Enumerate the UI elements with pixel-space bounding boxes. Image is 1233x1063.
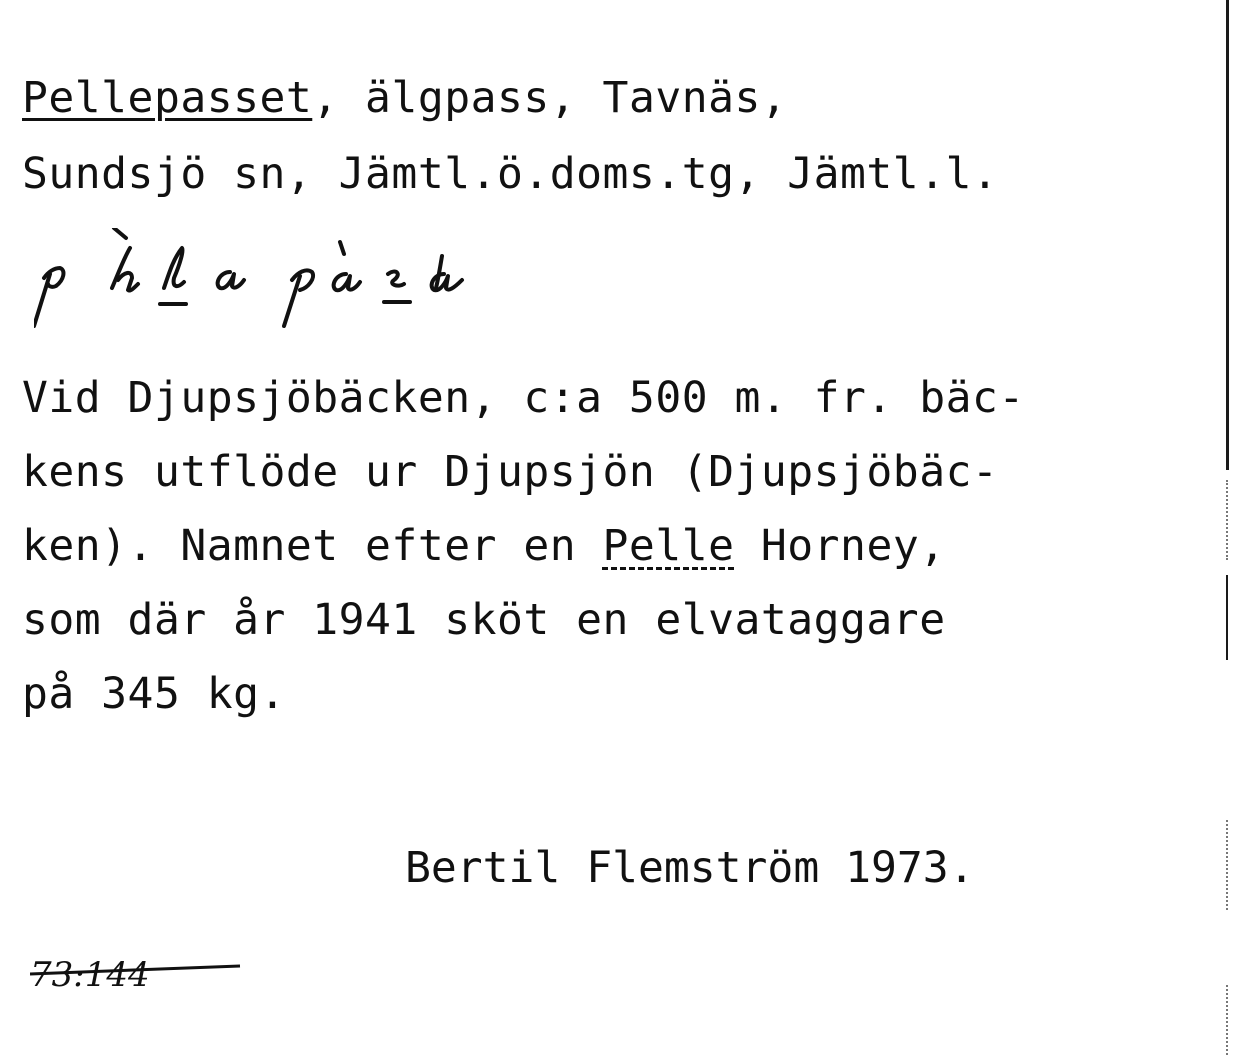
body-line-3-end: Horney,: [734, 521, 946, 571]
card-edge-dots-lower: [1226, 820, 1230, 910]
card-edge-line: [1226, 0, 1229, 470]
card-edge-dots-bottom: [1226, 985, 1230, 1055]
place-name: Pellepasset: [22, 73, 313, 123]
heading-line-2: Sundsjö sn, Jämtl.ö.doms.tg, Jämtl.l.: [22, 149, 999, 199]
person-name: Pelle: [602, 521, 735, 571]
author-signature-line: Bertil Flemström 1973.: [405, 843, 975, 893]
body-line-3-start: ken). Namnet efter en: [22, 521, 603, 571]
card-edge-line-lower: [1226, 575, 1228, 660]
card-edge-dots: [1226, 480, 1230, 560]
body-line-4: som där år 1941 sköt en elvataggare: [22, 595, 946, 645]
stamp-number-text: 73:144: [30, 955, 150, 995]
body-line-5: på 345 kg.: [22, 669, 286, 719]
body-line-3: [22, 520, 946, 572]
heading-rest: , älgpass, Tavnäs,: [312, 73, 788, 123]
handwritten-pronunciation: [34, 228, 554, 328]
body-line-2: kens utflöde ur Djupsjön (Djupsjöbäc-: [22, 447, 999, 497]
heading-line-1: [22, 72, 787, 124]
crossed-out-number: [30, 948, 250, 998]
body-line-1: Vid Djupsjöbäcken, c:a 500 m. fr. bäc-: [22, 373, 1025, 423]
